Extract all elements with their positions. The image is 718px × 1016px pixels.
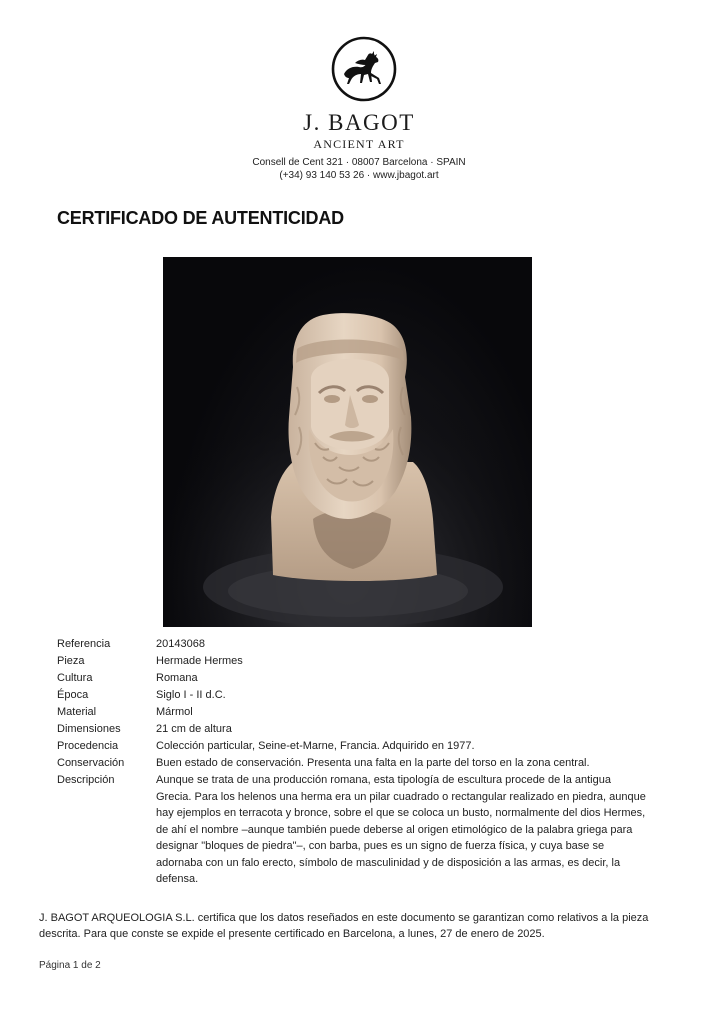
- document-title: CERTIFICADO DE AUTENTICIDAD: [57, 208, 344, 228]
- detail-row-descripcion: [57, 772, 647, 888]
- detail-label: Referencia: [57, 638, 111, 650]
- detail-label: Pieza: [57, 655, 85, 667]
- detail-row-cultura: [57, 670, 647, 687]
- greyhounds-emblem-icon: [331, 36, 397, 102]
- detail-value: Mármol: [156, 706, 193, 718]
- hermes-herm-sculpture-image: [163, 257, 532, 627]
- detail-value: Siglo I - II d.C.: [156, 689, 226, 701]
- detail-row-pieza: [57, 653, 647, 670]
- details-table: [57, 636, 647, 888]
- certification-statement: J. BAGOT ARQUEOLOGIA S.L. certifica que los datos reseñados en este documento se garantizan como relativos a la pieza descrita. Para que conste se expide el presente certificado en Barcelona, a lunes, 27 de enero de 2025.: [39, 912, 649, 940]
- detail-row-referencia: [57, 636, 647, 653]
- detail-row-epoca: [57, 687, 647, 704]
- detail-value: Hermade Hermes: [156, 655, 243, 667]
- contact-line: (+34) 93 140 53 26 · www.jbagot.art: [279, 170, 439, 181]
- detail-row-material: [57, 704, 647, 721]
- detail-value: Colección particular, Seine-et-Marne, Francia. Adquirido en 1977.: [156, 740, 475, 752]
- detail-value: Aunque se trata de una producción romana, esta tipología de escultura procede de la antigua Grecia. Para los helenos una herma era un pilar cuadrado o rectangular realizado en piedra, aunque hay ejemplos en terracota y bronce, sobre el que se coloca un busto, normalmente del dios Hermes, de ahí el nombre –aunque también puede deberse al origen etimológico de la palabra griega para designar "bloques de piedra"–, con barba, pues es un signo de fuerza física, y cuya base se adornaba con un falo erecto, símbolo de masculinidad y de disposición a las armas, es decir, la defensa.: [156, 774, 646, 885]
- detail-row-dimensiones: [57, 721, 647, 738]
- detail-label: Dimensiones: [57, 723, 121, 735]
- detail-value: Romana: [156, 672, 198, 684]
- detail-row-procedencia: [57, 738, 647, 755]
- address-line: Consell de Cent 321 · 08007 Barcelona · SPAIN: [252, 157, 466, 168]
- address-block: [0, 156, 718, 182]
- detail-row-conservacion: [57, 755, 647, 772]
- detail-label: Descripción: [57, 774, 115, 786]
- detail-value: Buen estado de conservación. Presenta una falta en la parte del torso en la zona central.: [156, 757, 590, 769]
- detail-label: Material: [57, 706, 97, 718]
- page-number: Página 1 de 2: [39, 960, 101, 971]
- brand-name: J. BAGOT: [303, 110, 415, 135]
- detail-label: Cultura: [57, 672, 93, 684]
- detail-label: Época: [57, 689, 89, 701]
- brand-subtitle: ANCIENT ART: [313, 137, 405, 151]
- detail-value: 21 cm de altura: [156, 723, 232, 735]
- detail-value: 20143068: [156, 638, 205, 650]
- detail-label: Procedencia: [57, 740, 119, 752]
- detail-label: Conservación: [57, 757, 125, 769]
